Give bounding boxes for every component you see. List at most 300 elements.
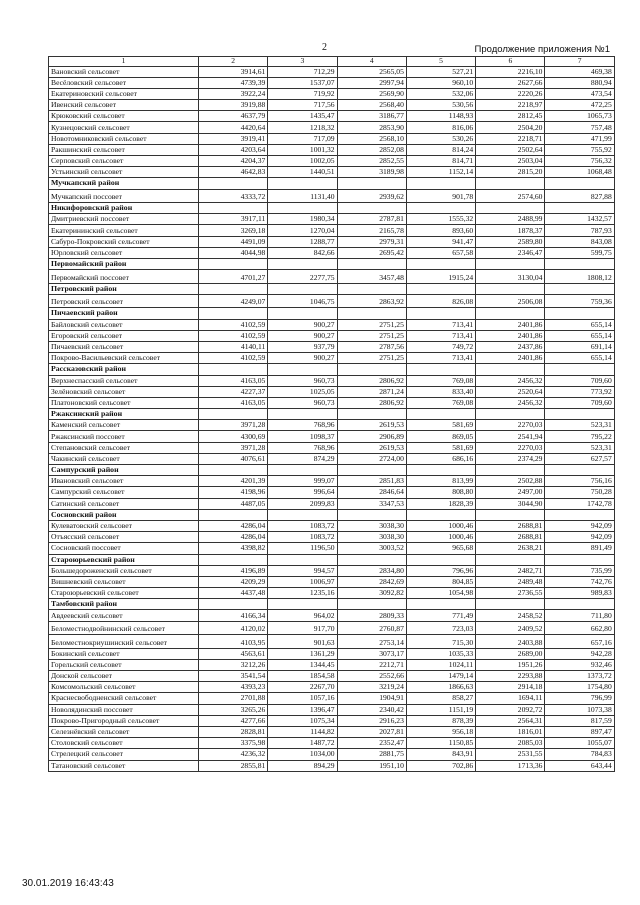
value-cell: 1046,75 bbox=[268, 294, 337, 308]
value-cell: 2806,92 bbox=[337, 375, 406, 386]
empty-cell bbox=[545, 509, 614, 520]
value-cell: 3914,61 bbox=[199, 66, 268, 77]
value-cell: 1001,32 bbox=[268, 144, 337, 155]
value-cell: 2569,90 bbox=[337, 88, 406, 99]
empty-cell bbox=[199, 509, 268, 520]
value-cell: 1196,50 bbox=[268, 543, 337, 554]
value-cell: 655,14 bbox=[545, 319, 614, 330]
value-cell: 599,75 bbox=[545, 247, 614, 258]
value-cell: 643,44 bbox=[545, 760, 614, 771]
district-name: Никифоровский район bbox=[49, 203, 199, 214]
value-cell: 814,24 bbox=[406, 144, 475, 155]
value-cell: 4642,83 bbox=[199, 167, 268, 178]
empty-cell bbox=[406, 409, 475, 420]
district-header-row bbox=[49, 599, 615, 610]
value-cell: 2809,33 bbox=[337, 610, 406, 621]
value-cell: 2760,87 bbox=[337, 621, 406, 635]
column-number: 3 bbox=[268, 57, 337, 67]
value-cell: 2520,64 bbox=[476, 386, 545, 397]
value-cell: 4103,95 bbox=[199, 635, 268, 649]
value-cell: 3130,04 bbox=[476, 270, 545, 284]
settlement-name: Большедороженский сельсовет bbox=[49, 565, 199, 576]
table-row bbox=[49, 565, 615, 576]
value-cell: 2374,29 bbox=[476, 453, 545, 464]
empty-cell bbox=[476, 509, 545, 520]
value-cell: 2503,04 bbox=[476, 156, 545, 167]
empty-cell bbox=[268, 599, 337, 610]
table-row bbox=[49, 133, 615, 144]
value-cell: 2458,52 bbox=[476, 610, 545, 621]
value-cell: 942,09 bbox=[545, 532, 614, 543]
value-cell: 2787,56 bbox=[337, 341, 406, 352]
table-row bbox=[49, 330, 615, 341]
table-row bbox=[49, 726, 615, 737]
table-row bbox=[49, 610, 615, 621]
value-cell: 2401,86 bbox=[476, 319, 545, 330]
value-cell: 1065,73 bbox=[545, 111, 614, 122]
page-number: 2 bbox=[322, 42, 327, 53]
value-cell: 2751,25 bbox=[337, 353, 406, 364]
value-cell: 960,73 bbox=[268, 397, 337, 408]
value-cell: 964,02 bbox=[268, 610, 337, 621]
value-cell: 1075,34 bbox=[268, 715, 337, 726]
value-cell: 4102,59 bbox=[199, 319, 268, 330]
value-cell: 2437,86 bbox=[476, 341, 545, 352]
settlement-name: Дмитриевский поссовет bbox=[49, 214, 199, 225]
district-name: Ржаксинский район bbox=[49, 409, 199, 420]
value-cell: 655,14 bbox=[545, 330, 614, 341]
value-cell: 2497,00 bbox=[476, 487, 545, 498]
value-cell: 4249,07 bbox=[199, 294, 268, 308]
value-cell: 2218,97 bbox=[476, 100, 545, 111]
table-row bbox=[49, 621, 615, 635]
value-cell: 3269,18 bbox=[199, 225, 268, 236]
empty-cell bbox=[406, 364, 475, 375]
value-cell: 4044,98 bbox=[199, 247, 268, 258]
value-cell: 4286,04 bbox=[199, 520, 268, 531]
empty-cell bbox=[268, 308, 337, 319]
value-cell: 530,56 bbox=[406, 100, 475, 111]
value-cell: 627,57 bbox=[545, 453, 614, 464]
value-cell: 2401,86 bbox=[476, 353, 545, 364]
empty-cell bbox=[337, 554, 406, 565]
value-cell: 4163,05 bbox=[199, 375, 268, 386]
value-cell: 804,85 bbox=[406, 576, 475, 587]
value-cell: 813,99 bbox=[406, 476, 475, 487]
empty-cell bbox=[268, 554, 337, 565]
settlement-name: Горельский сельсовет bbox=[49, 659, 199, 670]
settlement-name: Ржаксинский поссовет bbox=[49, 431, 199, 442]
empty-cell bbox=[545, 178, 614, 189]
value-cell: 655,14 bbox=[545, 353, 614, 364]
table-row bbox=[49, 576, 615, 587]
table-row bbox=[49, 749, 615, 760]
value-cell: 1396,47 bbox=[268, 704, 337, 715]
empty-cell bbox=[268, 259, 337, 270]
table-row bbox=[49, 189, 615, 203]
value-cell: 1694,11 bbox=[476, 693, 545, 704]
value-cell: 759,36 bbox=[545, 294, 614, 308]
settlement-name: Покрово-Пригородный сельсовет bbox=[49, 715, 199, 726]
value-cell: 2871,24 bbox=[337, 386, 406, 397]
value-cell: 749,72 bbox=[406, 341, 475, 352]
value-cell: 2855,81 bbox=[199, 760, 268, 771]
empty-cell bbox=[337, 509, 406, 520]
empty-cell bbox=[406, 509, 475, 520]
value-cell: 2736,55 bbox=[476, 588, 545, 599]
value-cell: 932,46 bbox=[545, 659, 614, 670]
value-cell: 1235,16 bbox=[268, 588, 337, 599]
value-cell: 686,16 bbox=[406, 453, 475, 464]
table-row bbox=[49, 236, 615, 247]
value-cell: 713,41 bbox=[406, 319, 475, 330]
settlement-name: Весёловский сельсовет bbox=[49, 77, 199, 88]
settlement-name: Крюковский сельсовет bbox=[49, 111, 199, 122]
empty-cell bbox=[406, 203, 475, 214]
settlement-name: Комсомольский сельсовет bbox=[49, 682, 199, 693]
settlement-name: Столовский сельсовет bbox=[49, 738, 199, 749]
value-cell: 796,99 bbox=[545, 693, 614, 704]
table-row bbox=[49, 386, 615, 397]
value-cell: 826,08 bbox=[406, 294, 475, 308]
value-cell: 1000,46 bbox=[406, 520, 475, 531]
value-cell: 4701,27 bbox=[199, 270, 268, 284]
settlement-name: Каменский сельсовет bbox=[49, 420, 199, 431]
settlement-name: Сатинский сельсовет bbox=[49, 498, 199, 509]
value-cell: 2852,55 bbox=[337, 156, 406, 167]
table-row bbox=[49, 476, 615, 487]
table-row bbox=[49, 420, 615, 431]
value-cell: 900,27 bbox=[268, 353, 337, 364]
table-row bbox=[49, 375, 615, 386]
value-cell: 773,92 bbox=[545, 386, 614, 397]
value-cell: 1131,40 bbox=[268, 189, 337, 203]
settlement-name: Байловский сельсовет bbox=[49, 319, 199, 330]
value-cell: 2688,81 bbox=[476, 532, 545, 543]
value-cell: 2541,94 bbox=[476, 431, 545, 442]
district-header-row bbox=[49, 259, 615, 270]
value-cell: 2506,08 bbox=[476, 294, 545, 308]
value-cell: 833,40 bbox=[406, 386, 475, 397]
value-cell: 2997,94 bbox=[337, 77, 406, 88]
table-row bbox=[49, 760, 615, 771]
value-cell: 4201,39 bbox=[199, 476, 268, 487]
value-cell: 4277,66 bbox=[199, 715, 268, 726]
value-cell: 2852,08 bbox=[337, 144, 406, 155]
value-cell: 2568,40 bbox=[337, 100, 406, 111]
settlement-name: Первомайский поссовет bbox=[49, 270, 199, 284]
table-row bbox=[49, 588, 615, 599]
value-cell: 4209,29 bbox=[199, 576, 268, 587]
settlement-name: Стрелецкий сельсовет bbox=[49, 749, 199, 760]
value-cell: 662,80 bbox=[545, 621, 614, 635]
value-cell: 2695,42 bbox=[337, 247, 406, 258]
value-cell: 2267,70 bbox=[268, 682, 337, 693]
settlement-name: Сабуро-Покровский сельсовет bbox=[49, 236, 199, 247]
value-cell: 2906,89 bbox=[337, 431, 406, 442]
settlement-name: Юрловский сельсовет bbox=[49, 247, 199, 258]
value-cell: 4198,96 bbox=[199, 487, 268, 498]
district-name: Тамбовский район bbox=[49, 599, 199, 610]
district-name: Мучкапский район bbox=[49, 178, 199, 189]
table-row bbox=[49, 100, 615, 111]
value-cell: 2863,92 bbox=[337, 294, 406, 308]
value-cell: 1435,47 bbox=[268, 111, 337, 122]
value-cell: 713,41 bbox=[406, 353, 475, 364]
value-cell: 2751,25 bbox=[337, 330, 406, 341]
value-cell: 891,49 bbox=[545, 543, 614, 554]
value-cell: 2218,71 bbox=[476, 133, 545, 144]
value-cell: 717,09 bbox=[268, 133, 337, 144]
empty-cell bbox=[476, 203, 545, 214]
value-cell: 1083,72 bbox=[268, 520, 337, 531]
district-header-row bbox=[49, 203, 615, 214]
value-cell: 878,39 bbox=[406, 715, 475, 726]
empty-cell bbox=[199, 203, 268, 214]
district-name: Петровский район bbox=[49, 283, 199, 294]
value-cell: 2627,66 bbox=[476, 77, 545, 88]
empty-cell bbox=[406, 259, 475, 270]
empty-cell bbox=[476, 308, 545, 319]
value-cell: 2806,92 bbox=[337, 397, 406, 408]
settlement-name: Зелёновский сельсовет bbox=[49, 386, 199, 397]
value-cell: 4203,64 bbox=[199, 144, 268, 155]
value-cell: 4166,34 bbox=[199, 610, 268, 621]
value-cell: 532,06 bbox=[406, 88, 475, 99]
settlement-name: Кузнецовский сельсовет bbox=[49, 122, 199, 133]
value-cell: 816,06 bbox=[406, 122, 475, 133]
empty-cell bbox=[476, 554, 545, 565]
table-row bbox=[49, 671, 615, 682]
value-cell: 4487,05 bbox=[199, 498, 268, 509]
value-cell: 768,96 bbox=[268, 442, 337, 453]
empty-cell bbox=[268, 364, 337, 375]
value-cell: 755,92 bbox=[545, 144, 614, 155]
value-cell: 750,28 bbox=[545, 487, 614, 498]
value-cell: 2409,52 bbox=[476, 621, 545, 635]
value-cell: 2293,88 bbox=[476, 671, 545, 682]
column-number-row bbox=[49, 57, 615, 67]
table-row bbox=[49, 442, 615, 453]
table-row bbox=[49, 659, 615, 670]
empty-cell bbox=[406, 178, 475, 189]
value-cell: 900,27 bbox=[268, 319, 337, 330]
value-cell: 1151,19 bbox=[406, 704, 475, 715]
table-row bbox=[49, 214, 615, 225]
value-cell: 814,71 bbox=[406, 156, 475, 167]
value-cell: 472,25 bbox=[545, 100, 614, 111]
empty-cell bbox=[476, 409, 545, 420]
value-cell: 1054,98 bbox=[406, 588, 475, 599]
settlement-name: Староюрьевский сельсовет bbox=[49, 588, 199, 599]
value-cell: 657,16 bbox=[545, 635, 614, 649]
value-cell: 2165,78 bbox=[337, 225, 406, 236]
value-cell: 2574,60 bbox=[476, 189, 545, 203]
value-cell: 893,60 bbox=[406, 225, 475, 236]
settlement-name: Сосновский поссовет bbox=[49, 543, 199, 554]
empty-cell bbox=[337, 178, 406, 189]
value-cell: 2834,80 bbox=[337, 565, 406, 576]
settlement-name: Вишневский сельсовет bbox=[49, 576, 199, 587]
continuation-label: Продолжение приложения №1 bbox=[474, 44, 610, 55]
value-cell: 735,99 bbox=[545, 565, 614, 576]
settlement-name: Егоровский сельсовет bbox=[49, 330, 199, 341]
value-cell: 1854,58 bbox=[268, 671, 337, 682]
value-cell: 817,59 bbox=[545, 715, 614, 726]
empty-cell bbox=[199, 178, 268, 189]
settlement-name: Пичаевский сельсовет bbox=[49, 341, 199, 352]
value-cell: 874,29 bbox=[268, 453, 337, 464]
empty-cell bbox=[337, 283, 406, 294]
value-cell: 1951,10 bbox=[337, 760, 406, 771]
value-cell: 757,48 bbox=[545, 122, 614, 133]
value-cell: 4420,64 bbox=[199, 122, 268, 133]
settlement-name: Мучкапский поссовет bbox=[49, 189, 199, 203]
district-header-row bbox=[49, 364, 615, 375]
value-cell: 715,30 bbox=[406, 635, 475, 649]
value-cell: 3919,41 bbox=[199, 133, 268, 144]
district-header-row bbox=[49, 283, 615, 294]
value-cell: 2352,47 bbox=[337, 738, 406, 749]
value-cell: 2815,20 bbox=[476, 167, 545, 178]
empty-cell bbox=[476, 178, 545, 189]
table-row bbox=[49, 704, 615, 715]
empty-cell bbox=[199, 554, 268, 565]
value-cell: 1878,37 bbox=[476, 225, 545, 236]
value-cell: 581,69 bbox=[406, 420, 475, 431]
settlement-name: Екатерининский сельсовет bbox=[49, 225, 199, 236]
empty-cell bbox=[476, 465, 545, 476]
value-cell: 581,69 bbox=[406, 442, 475, 453]
value-cell: 4286,04 bbox=[199, 532, 268, 543]
empty-cell bbox=[337, 203, 406, 214]
column-number: 7 bbox=[545, 57, 614, 67]
empty-cell bbox=[268, 283, 337, 294]
empty-cell bbox=[199, 259, 268, 270]
value-cell: 942,28 bbox=[545, 648, 614, 659]
value-cell: 523,31 bbox=[545, 420, 614, 431]
value-cell: 768,96 bbox=[268, 420, 337, 431]
value-cell: 4227,37 bbox=[199, 386, 268, 397]
value-cell: 1754,80 bbox=[545, 682, 614, 693]
value-cell: 1951,26 bbox=[476, 659, 545, 670]
value-cell: 2853,90 bbox=[337, 122, 406, 133]
value-cell: 2270,03 bbox=[476, 420, 545, 431]
value-cell: 471,99 bbox=[545, 133, 614, 144]
value-cell: 2488,99 bbox=[476, 214, 545, 225]
value-cell: 1055,07 bbox=[545, 738, 614, 749]
empty-cell bbox=[545, 465, 614, 476]
value-cell: 960,73 bbox=[268, 375, 337, 386]
table-row bbox=[49, 144, 615, 155]
value-cell: 4437,48 bbox=[199, 588, 268, 599]
empty-cell bbox=[545, 364, 614, 375]
value-cell: 2092,72 bbox=[476, 704, 545, 715]
value-cell: 4491,09 bbox=[199, 236, 268, 247]
value-cell: 941,47 bbox=[406, 236, 475, 247]
value-cell: 4333,72 bbox=[199, 189, 268, 203]
value-cell: 999,07 bbox=[268, 476, 337, 487]
value-cell: 4102,59 bbox=[199, 330, 268, 341]
table-row bbox=[49, 247, 615, 258]
settlement-name: Сампурский сельсовет bbox=[49, 487, 199, 498]
settlement-name: Бокинский сельсовет bbox=[49, 648, 199, 659]
value-cell: 1828,39 bbox=[406, 498, 475, 509]
table-row bbox=[49, 77, 615, 88]
value-cell: 530,26 bbox=[406, 133, 475, 144]
column-number: 5 bbox=[406, 57, 475, 67]
value-cell: 527,21 bbox=[406, 66, 475, 77]
settlement-name: Новотомниковский сельсовет bbox=[49, 133, 199, 144]
column-number: 4 bbox=[337, 57, 406, 67]
table-row bbox=[49, 453, 615, 464]
empty-cell bbox=[476, 364, 545, 375]
value-cell: 756,32 bbox=[545, 156, 614, 167]
print-timestamp: 30.01.2019 16:43:43 bbox=[22, 878, 114, 889]
value-cell: 1035,33 bbox=[406, 648, 475, 659]
column-number: 6 bbox=[476, 57, 545, 67]
value-cell: 2502,88 bbox=[476, 476, 545, 487]
value-cell: 869,05 bbox=[406, 431, 475, 442]
district-name: Сампурский район bbox=[49, 465, 199, 476]
value-cell: 4236,32 bbox=[199, 749, 268, 760]
settlement-name: Ивановский сельсовет bbox=[49, 476, 199, 487]
value-cell: 1808,12 bbox=[545, 270, 614, 284]
value-cell: 2979,31 bbox=[337, 236, 406, 247]
value-cell: 1344,45 bbox=[268, 659, 337, 670]
value-cell: 3189,98 bbox=[337, 167, 406, 178]
empty-cell bbox=[545, 203, 614, 214]
value-cell: 2828,81 bbox=[199, 726, 268, 737]
value-cell: 880,94 bbox=[545, 77, 614, 88]
value-cell: 1148,93 bbox=[406, 111, 475, 122]
value-cell: 1144,82 bbox=[268, 726, 337, 737]
value-cell: 756,16 bbox=[545, 476, 614, 487]
settlement-name: Платоновский сельсовет bbox=[49, 397, 199, 408]
value-cell: 1073,38 bbox=[545, 704, 614, 715]
value-cell: 808,80 bbox=[406, 487, 475, 498]
value-cell: 2099,83 bbox=[268, 498, 337, 509]
column-number: 2 bbox=[199, 57, 268, 67]
settlement-name: Покрово-Васильевский сельсовет bbox=[49, 353, 199, 364]
value-cell: 723,03 bbox=[406, 621, 475, 635]
value-cell: 2552,66 bbox=[337, 671, 406, 682]
empty-cell bbox=[268, 203, 337, 214]
value-cell: 2701,88 bbox=[199, 693, 268, 704]
value-cell: 3265,26 bbox=[199, 704, 268, 715]
settlement-name: Краснесвободненский сельсовет bbox=[49, 693, 199, 704]
value-cell: 1537,07 bbox=[268, 77, 337, 88]
value-cell: 843,08 bbox=[545, 236, 614, 247]
table-row bbox=[49, 319, 615, 330]
value-cell: 965,68 bbox=[406, 543, 475, 554]
value-cell: 2489,48 bbox=[476, 576, 545, 587]
value-cell: 917,70 bbox=[268, 621, 337, 635]
table-row bbox=[49, 122, 615, 133]
value-cell: 2502,64 bbox=[476, 144, 545, 155]
value-cell: 960,10 bbox=[406, 77, 475, 88]
settlement-name: Чакинский сельсовет bbox=[49, 453, 199, 464]
value-cell: 1057,16 bbox=[268, 693, 337, 704]
value-cell: 4637,79 bbox=[199, 111, 268, 122]
settlement-name: Верхнеспасский сельсовет bbox=[49, 375, 199, 386]
value-cell: 989,83 bbox=[545, 588, 614, 599]
empty-cell bbox=[406, 308, 475, 319]
value-cell: 894,29 bbox=[268, 760, 337, 771]
empty-cell bbox=[545, 599, 614, 610]
value-cell: 711,80 bbox=[545, 610, 614, 621]
value-cell: 787,93 bbox=[545, 225, 614, 236]
